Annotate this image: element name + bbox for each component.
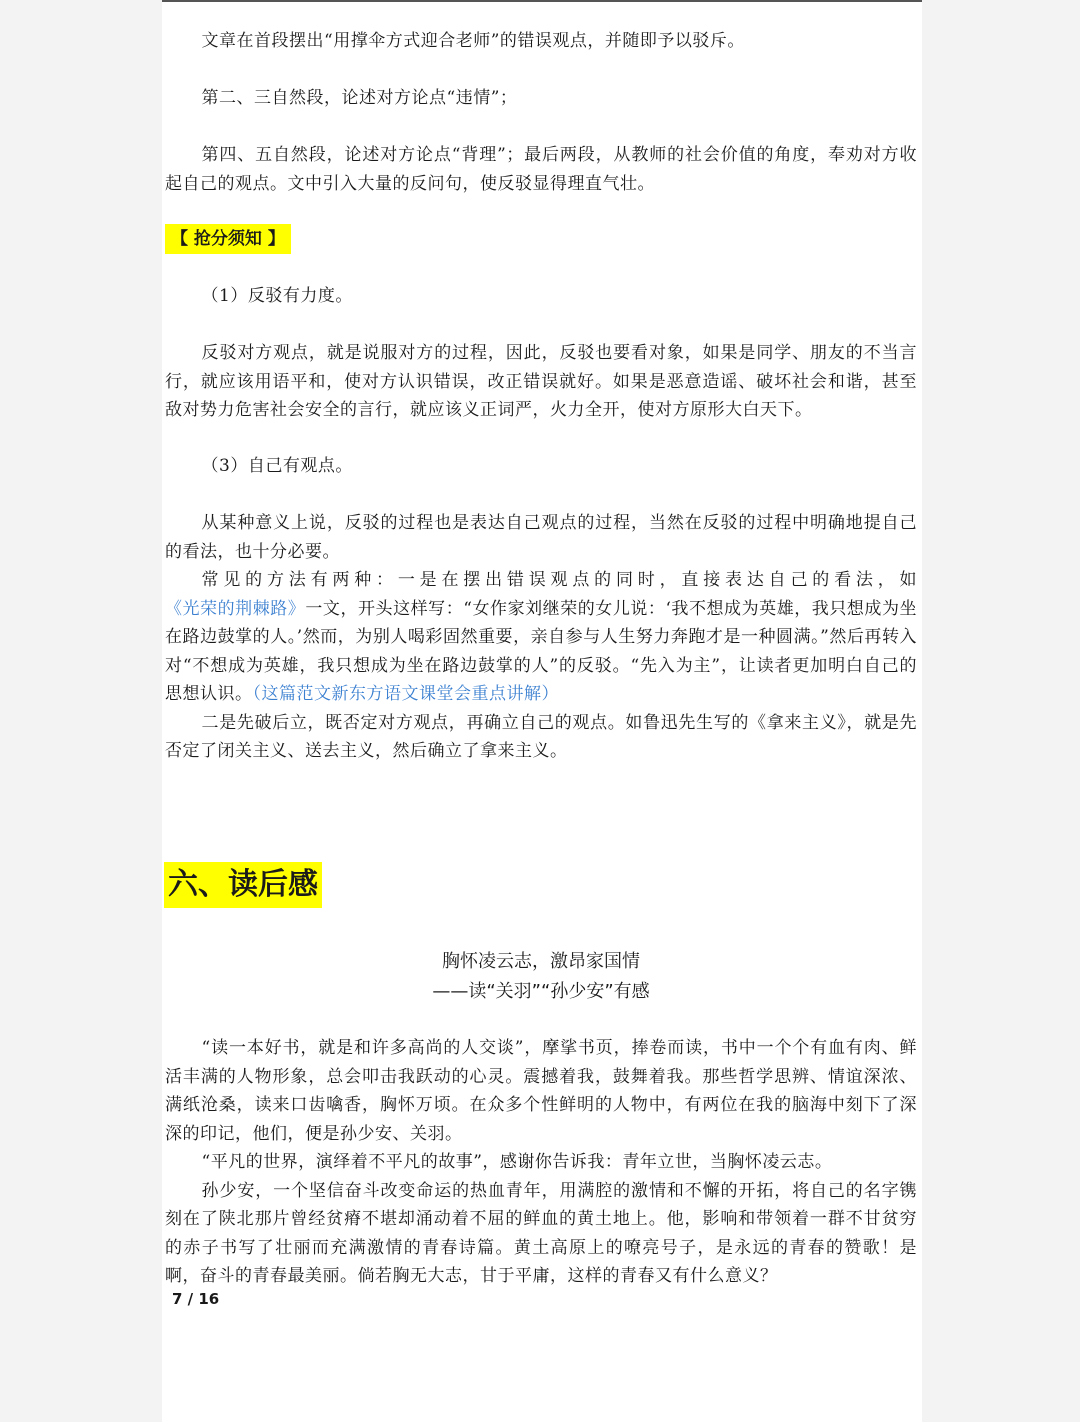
list-item [165, 452, 917, 481]
list-item-text: （1）反驳有力度。 [201, 286, 353, 306]
paragraph [165, 84, 917, 113]
paragraph-text: 一文，开头这样写：“女作家刘继荣的女儿说：‘我不想成为英雄，我只想成为坐在路边鼓掌的人。’然而，为别人喝彩固然重要，亲自参与人生努力奔跑才是一种圆满。”然后再转入对“不想成为英雄，我只想成为坐在路边鼓掌的人”的反驳。“先入为主”，让读者更加明白自己的思想认识。 [165, 598, 918, 704]
paragraph-text: 常见的方法有两种：一是在摆出错误观点的同时，直接表达自己的看法，如 [201, 570, 917, 590]
paragraph-text: 文章在首段摆出“用撑伞方式迎合老师”的错误观点，并随即予以驳斥。 [201, 31, 745, 51]
paragraph-text: 从某种意义上说，反驳的过程也是表达自己观点的过程，当然在反驳的过程中明确地提自己的看法，也十分必要。 [165, 513, 917, 562]
page-top-border [162, 0, 922, 2]
paragraph-text: 第四、五自然段，论述对方论点“背理”；最后两段，从教师的社会价值的角度，奉劝对方收起自己的观点。文中引入大量的反问句，使反驳显得理直气壮。 [165, 145, 917, 194]
paragraph-text: 二是先破后立，既否定对方观点，再确立自己的观点。如鲁迅先生写的《拿来主义》，就是先否定了闭关主义、送去主义，然后确立了拿来主义。 [165, 712, 917, 761]
paragraph [165, 27, 917, 56]
paragraph-text: 反驳对方观点，就是说服对方的过程，因此，反驳也要看对象，如果是同学、朋友的不当言行，就应该用语平和，使对方认识错误，改正错误就好。如果是恶意造谣、破坏社会和谐，甚至敌对势力危害社会安全的言行，就应该义正词严，火力全开，使对方原形大白天下。 [165, 343, 917, 420]
section-heading: 六、读后感 [164, 862, 322, 908]
tip-label-highlight: 【 抢分须知 】 [165, 224, 291, 254]
article-link[interactable]: 《光荣的荆棘路》 [165, 598, 306, 619]
essay-title: 胸怀凌云志，激昂家国情 [442, 951, 640, 972]
paragraph-text: “读一本好书，就是和许多高尚的人交谈”，摩挲书页，捧卷而读，书中一个个有血有肉、鲜活丰满的人物形象，总会叩击我跃动的心灵。震撼着我，鼓舞着我。那些哲学思辨、情谊深浓、满纸沧桑，读来口齿噙香，胸怀万顷。在众多个性鲜明的人物中，有两位在我的脑海中刻下了深深的印记，他们，便是孙少安、关羽。 [165, 1038, 917, 1144]
essay-body [165, 1034, 917, 1291]
lesson-note-link[interactable]: （这篇范文新东方语文课堂会重点讲解） [252, 684, 559, 704]
paragraph-with-links [165, 566, 917, 709]
list-item-text: （3）自己有观点。 [201, 456, 353, 476]
paragraph [165, 141, 917, 198]
page-indicator: 7 / 16 [172, 1290, 220, 1308]
essay-subtitle: ——读“关羽”“孙少安”有感 [432, 981, 650, 1002]
paragraph-text: 孙少安，一个坚信奋斗改变命运的热血青年，用满腔的激情和不懈的开拓，将自己的名字镌刻在了陕北那片曾经贫瘠不堪却涌动着不屈的鲜血的黄土地上。他，影响和带领着一群不甘贫穷的赤子书写了壮丽而充满激情的青春诗篇。黄土高原上的嘹亮号子，是永远的青春的赞歌！是啊，奋斗的青春最美丽。倘若胸无大志，甘于平庸，这样的青春又有什么意义？ [165, 1180, 917, 1286]
paragraph-group [165, 509, 917, 766]
list-item [165, 282, 917, 311]
paragraph-text: 第二、三自然段，论述对方论点“违情”； [201, 88, 518, 108]
paragraph-text: “平凡的世界，演绎着不平凡的故事”，感谢你告诉我：青年立世，当胸怀凌云志。 [201, 1152, 833, 1172]
paragraph [165, 339, 917, 425]
